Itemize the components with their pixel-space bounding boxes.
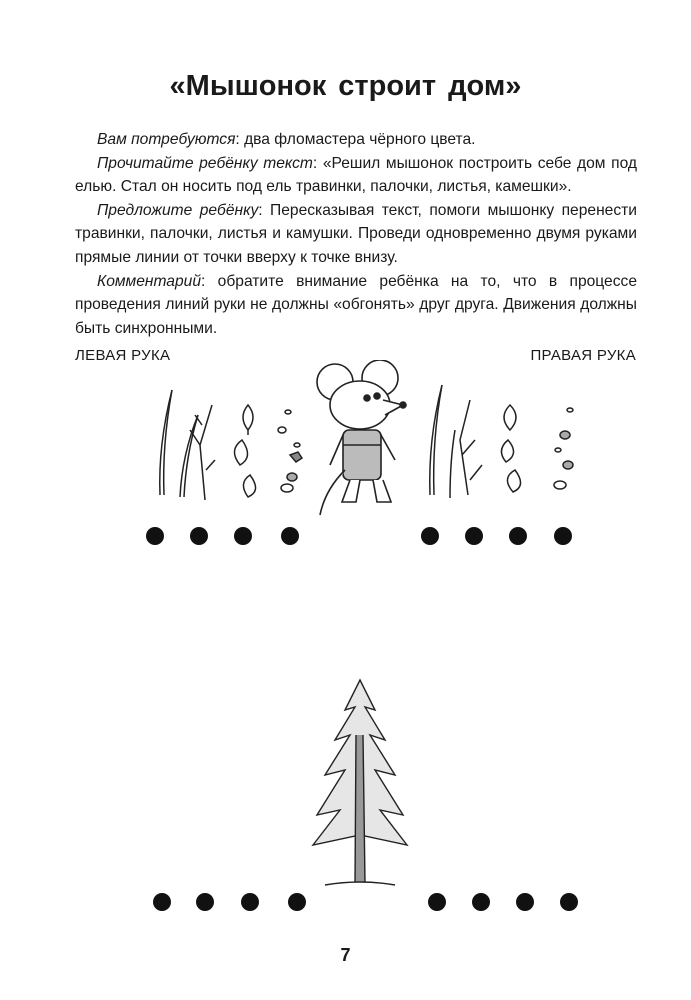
right-hand-label: ПРАВАЯ РУКА	[530, 347, 636, 364]
label: Прочитайте ребёнку текст	[97, 154, 313, 172]
text: : Пересказывая текст, помоги мышонку перенести травинки, палочки, листья и камушки. Проведи одновременно двумя руками прямые линии от точки вверху к точке внизу.	[75, 201, 638, 266]
start-dot[interactable]	[421, 527, 439, 545]
paragraph-read-text	[75, 152, 637, 199]
spruce-tree-illustration	[305, 675, 415, 895]
paragraph-task	[75, 199, 637, 270]
start-dot[interactable]	[465, 527, 483, 545]
end-dot[interactable]	[153, 893, 171, 911]
label: Предложите ребёнку	[97, 201, 259, 219]
end-dot[interactable]	[288, 893, 306, 911]
text: : два фломастера чёрного цвета.	[235, 131, 476, 148]
start-dot[interactable]	[190, 527, 208, 545]
page-title: «Мышонок строит дом»	[169, 70, 522, 102]
left-hand-label: ЛЕВАЯ РУКА	[75, 347, 171, 364]
grass-sticks-leaves-stones-left	[150, 385, 320, 505]
label: Комментарий	[97, 272, 202, 290]
end-dot[interactable]	[472, 893, 490, 911]
label: Вам потребуются	[97, 131, 236, 148]
instructions	[75, 128, 637, 340]
paragraph-materials	[75, 128, 637, 152]
end-dot[interactable]	[516, 893, 534, 911]
end-dot[interactable]	[241, 893, 259, 911]
page-number: 7	[340, 945, 351, 965]
end-dot[interactable]	[560, 893, 578, 911]
start-dot[interactable]	[554, 527, 572, 545]
text: : обратите внимание ребёнка на то, что в процессе проведения линий руки не должны «обгонять» друг друга. Движения должны быть синхронными.	[75, 272, 637, 337]
start-dot[interactable]	[281, 527, 299, 545]
text: : «Решил мышонок построить себе дом под елью. Стал он носить под ель травинки, палочки, листья, камешки».	[75, 154, 638, 196]
mouse-illustration	[305, 360, 415, 520]
end-dot[interactable]	[196, 893, 214, 911]
grass-sticks-leaves-stones-right	[420, 380, 590, 505]
end-dot[interactable]	[428, 893, 446, 911]
start-dot[interactable]	[509, 527, 527, 545]
paragraph-comment	[75, 270, 637, 341]
start-dot[interactable]	[234, 527, 252, 545]
start-dot[interactable]	[146, 527, 164, 545]
